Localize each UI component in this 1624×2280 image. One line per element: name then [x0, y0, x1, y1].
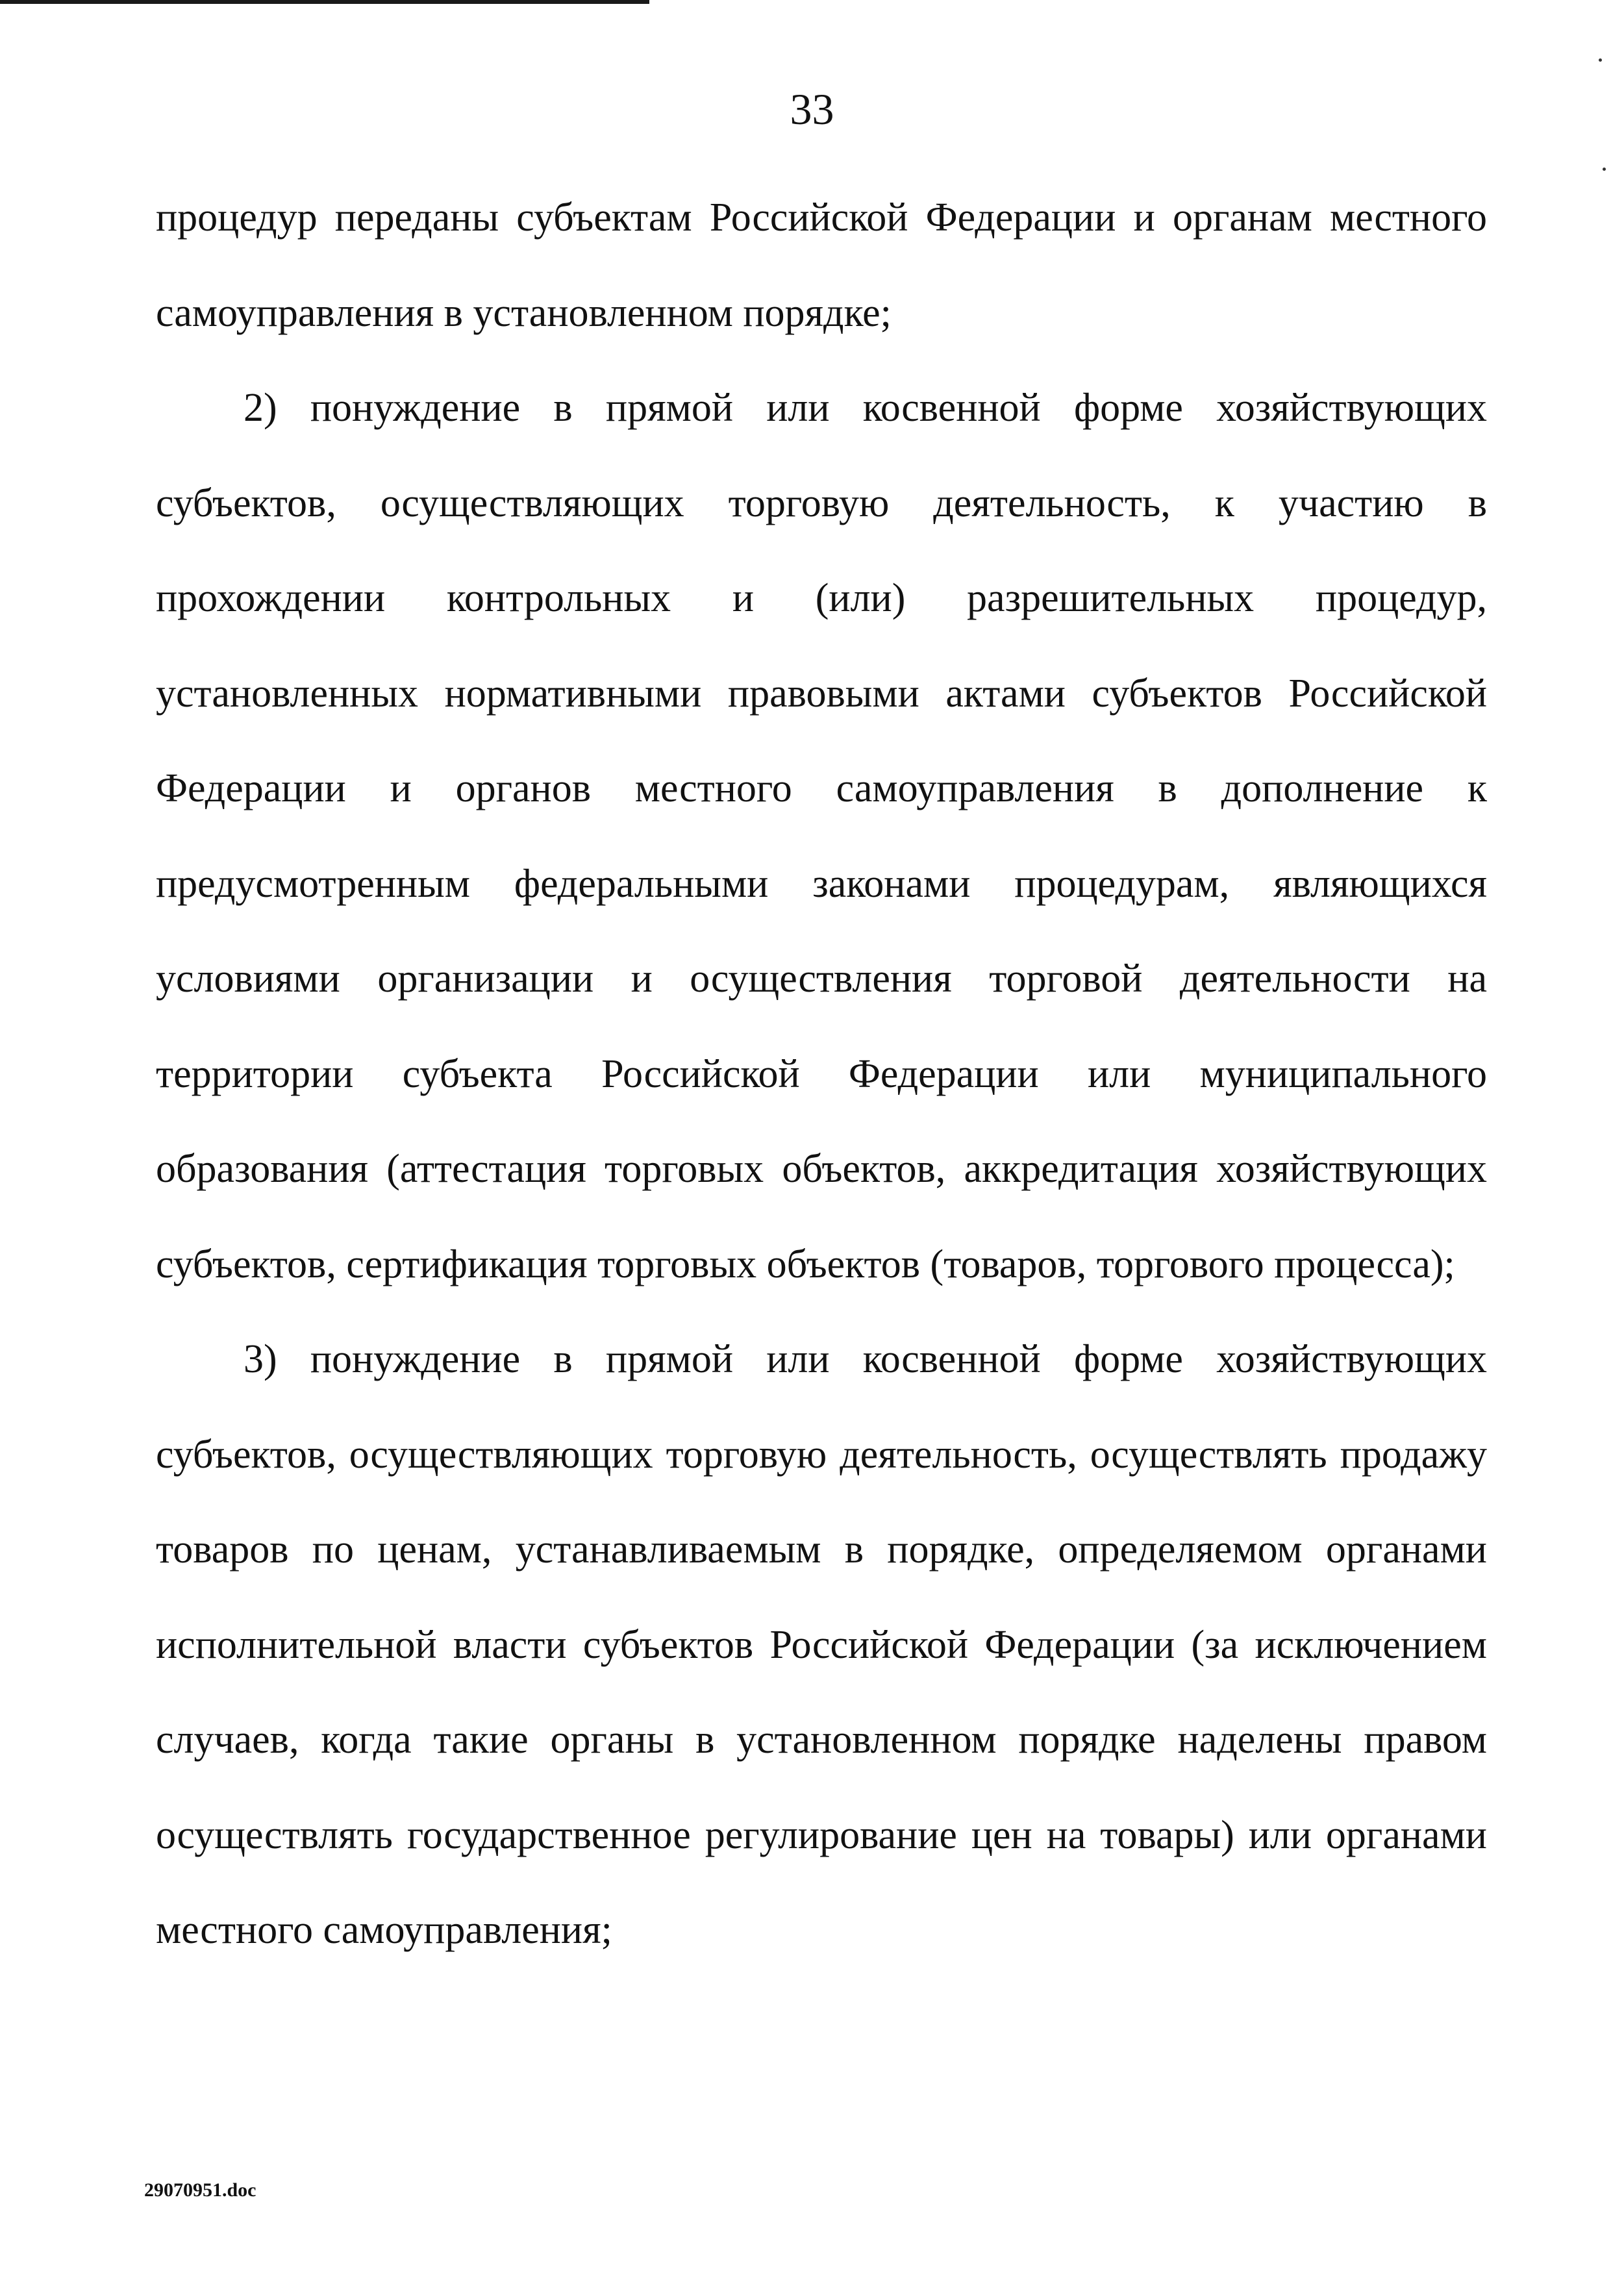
- paragraph-item-3: 3) понуждение в прямой или косвенной форме хозяйствующих субъектов, осуществляющих торговую деятельность, осуществлять продажу товаров по ценам, устанавливаемым в порядке, определяемом органами исполнительной власти субъектов Российской Федерации (за исключением случаев, когда такие органы в установленном порядке наделены правом осуществлять государственное регулирование цен на товары) или органами местного самоуправления;: [156, 1337, 1487, 1952]
- paragraph-item-2: 2) понуждение в прямой или косвенной форме хозяйствующих субъектов, осуществляющих торговую деятельность, к участию в прохождении контрольных и (или) разрешительных процедур, установленных нормативными правовыми актами субъектов Российской Федерации и органов местного самоуправления в дополнение к предусмотренным федеральными законами процедурам, являющихся условиями организации и осуществления торговой деятельности на территории субъекта Российской Федерации или муниципального образования (аттестация торговых объектов, аккредитация хозяйствующих субъектов, сертификация торговых объектов (товаров, торгового процесса);: [156, 386, 1487, 1286]
- top-border-rule: [0, 0, 649, 4]
- document-file-code: 29070951.doc: [144, 2179, 256, 2201]
- page-number: 33: [790, 84, 834, 134]
- document-body: [156, 170, 1487, 1978]
- scan-speck: [1599, 58, 1602, 62]
- scan-speck: [1603, 168, 1606, 171]
- paragraph-continuation: процедур переданы субъектам Российской Федерации и органам местного самоуправления в установленном порядке;: [156, 195, 1487, 335]
